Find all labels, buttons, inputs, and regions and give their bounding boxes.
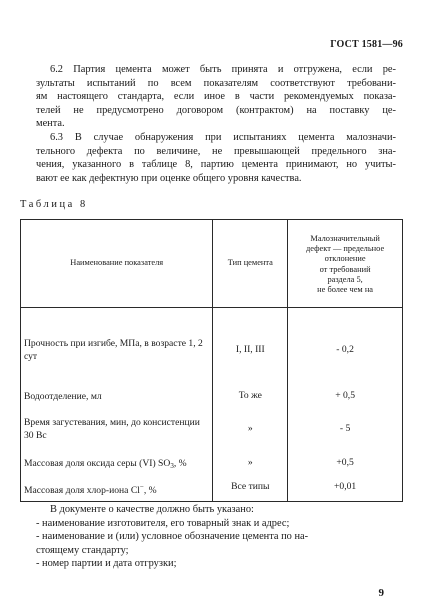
header-cement-type: Тип цемента: [213, 220, 288, 308]
header-defect-line: Малозначительный: [310, 233, 380, 243]
text-line: телей не предусмотрено договором (контрактом) на поставку це-: [36, 104, 396, 116]
cell-indicator: Время загустевания, мин, до консистенции 30 Вс: [21, 416, 213, 457]
indicator-text: Массовая доля хлор-иона Cl: [24, 485, 140, 496]
cell-defect: +0,5: [288, 457, 403, 481]
subscript: 3: [170, 462, 174, 470]
cell-defect: - 5: [288, 416, 403, 457]
text-line: ям настоящего стандарта, если иное в части рекомендуемых показа-: [36, 91, 396, 103]
header-defect-line: не более чем на: [317, 284, 374, 294]
list-item: - наименование изготовителя, его товарный знак и адрес;: [36, 517, 290, 529]
cell-cement-type: Все типы: [213, 481, 288, 502]
text-line: стоящему стандарту;: [36, 544, 129, 556]
cell-indicator: [21, 457, 213, 481]
quality-document-requirements: [36, 503, 396, 571]
cell-cement-type: »: [213, 416, 288, 457]
text-line: 6.2 Партия цемента может быть принята и отгружена, если ре-: [50, 64, 396, 75]
superscript: −: [139, 483, 144, 491]
text-line: зультаты испытаний по всем показателям соответствуют требовани-: [36, 77, 396, 89]
cell-defect: +0,01: [288, 481, 403, 502]
indicator-unit: , %: [173, 458, 187, 469]
table-row: [21, 457, 403, 481]
text-line: мента.: [36, 118, 65, 130]
cell-indicator: Прочность при изгибе, МПа, в возрасте 1, 2 сут: [21, 308, 213, 391]
cell-cement-type: »: [213, 457, 288, 481]
table-header-row: [21, 220, 403, 308]
text-line: 6.3 В случае обнаружения при испытаниях цемента малозначи-: [50, 132, 396, 143]
text-line: В документе о качестве должно быть указано:: [50, 504, 254, 515]
paragraph-6-3: [36, 131, 396, 185]
indicator-text: Массовая доля оксида серы (VI) SO: [24, 458, 171, 469]
table-row: [21, 390, 403, 416]
header-defect-line: дефект — предельное: [306, 244, 385, 254]
defects-table: [20, 219, 403, 502]
table-row: [21, 308, 403, 391]
header-defect-line: от требований: [319, 264, 371, 274]
table-caption: Таблица 8: [20, 199, 88, 210]
cell-defect: + 0,5: [288, 390, 403, 416]
text-line: тельного дефекта по величине, не превышающей предельного зна-: [36, 145, 396, 157]
page-number: 9: [378, 587, 384, 599]
table-row: [21, 481, 403, 502]
header-indicator-name: Наименование показателя: [21, 220, 213, 308]
header-defect-line: раздела 5,: [327, 274, 363, 284]
indicator-unit: , %: [143, 485, 157, 496]
cell-indicator: [21, 481, 213, 502]
cell-cement-type: То же: [213, 390, 288, 416]
text-line: вают ее как дефектную при оценке общего уровня качества.: [36, 172, 302, 184]
cell-cement-type: I, II, III: [213, 308, 288, 391]
paragraph-6-2: [36, 63, 396, 131]
cell-defect: - 0,2: [288, 308, 403, 391]
cell-indicator: Водоотделение, мл: [21, 390, 213, 416]
text-line: чения, указанного в таблице 8, партию цемента принимают, но учиты-: [36, 159, 396, 171]
header-defect-line: отклонение: [324, 254, 366, 264]
header-defect-limit: [288, 220, 403, 308]
list-item: - номер партии и дата отгрузки;: [36, 558, 177, 570]
table-row: [21, 416, 403, 457]
standard-code-header: ГОСТ 1581—96: [330, 39, 403, 50]
list-item: - наименование и (или) условное обозначение цемента по на-: [36, 531, 309, 543]
